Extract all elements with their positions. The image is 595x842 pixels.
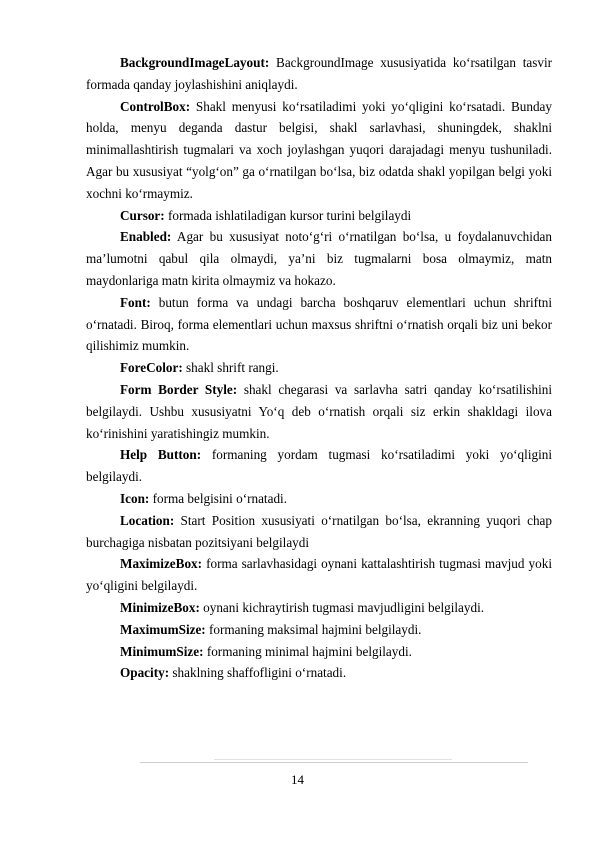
entry-text: formada ishlatiladigan kursor turini belgilaydi [164,207,412,223]
entry-term: Opacity: [120,665,170,681]
entry-text: butun forma va undagi barcha boshqaruv elementlari uchun shriftni o‘rnatadi. Biroq, forma elementlari uchun maxsus shriftni o‘rnatish orqali biz uni bekor qilishimiz mumkin. [86,294,552,354]
entry-text: Start Position xususiyati o‘rnatilgan bo‘lsa, ekranning yuqori chap burchagiga nisbatan pozitsiyani belgilaydi [86,512,552,550]
entry-text: shaklning shaffofligini o‘rnatadi. [169,665,347,681]
entry-text: formaning maksimal hajmini belgilaydi. [205,621,422,637]
entry-enabled [86,226,552,291]
document-body [86,52,552,684]
entry-term: Form Border Style: [120,381,238,397]
entry-term: MaximumSize: [120,621,206,637]
entry-term: Enabled: [120,229,172,245]
entry-text: formaning yordam tugmasi ko‘rsatiladimi yoki yo‘qligini belgilaydi. [86,447,552,485]
page-number: 14 [291,772,304,787]
entry-term: Cursor: [120,207,165,223]
entry-font [86,292,552,357]
entry-term: ForeColor: [120,360,183,376]
entry-fore-color [86,357,552,379]
entry-help-button [86,444,552,488]
entry-control-box [86,96,552,205]
entry-text: oynani kichraytirish tugmasi mavjudligini belgilaydi. [199,599,485,615]
footer-divider-inner [214,759,452,760]
footer-divider [140,762,528,763]
entry-opacity [86,662,552,684]
entry-text: BackgroundImage xususiyatida ko‘rsatilgan tasvir formada qanday joylashishini aniqlaydi. [86,55,552,92]
entry-minimum-size [86,641,552,663]
entry-text: forma belgisini o‘rnatadi. [149,490,288,506]
entry-cursor [86,205,552,227]
entry-term: MaximizeBox: [120,556,203,572]
entry-text: shakl shrift rangi. [182,360,279,376]
entry-location [86,510,552,554]
entry-term: MinimumSize: [120,643,204,659]
entry-text: Shakl menyusi ko‘rsatiladimi yoki yo‘qligini ko‘rsatadi. Bunday holda, menyu deganda dastur belgisi, shakl sarlavhasi, shuningdek, shaklni minimallashtirish tugmalari va xoch joylashgan yuqori darajadagi menyu tushuniladi. Agar bu xususiyat “yolg‘on” ga o‘rnatilgan bo‘lsa, biz odatda shakl yopilgan belgi yoki xochni ko‘rmaymiz. [86,98,552,201]
entry-maximize-box [86,553,552,597]
entry-term: ControlBox: [120,98,191,114]
entry-background-image-layout [86,52,552,96]
entry-minimize-box [86,597,552,619]
entry-text: shakl chegarasi va sarlavha satri qanday ko‘rsatilishini belgilaydi. Ushbu xususiyatni Yo‘q deb o‘rnatish orqali siz erkin shakldagi ilova ko‘rinishini yaratishingiz mumkin. [86,381,552,441]
entry-term: Help Button: [120,447,202,463]
entry-text: formaning minimal hajmini belgilaydi. [203,643,412,659]
entry-maximum-size [86,619,552,641]
entry-text: Agar bu xususiyat noto‘g‘ri o‘rnatilgan bo‘lsa, u foydalanuvchidan ma’lumotni qabul qila olmaydi, ya’ni biz tugmalarni bosa olmaymiz, matn maydonlariga matn kirita olmaymiz va hokazo. [86,229,552,288]
entry-term: Location: [120,512,175,528]
entry-form-border-style [86,379,552,444]
entry-text: forma sarlavhasidagi oynani kattalashtirish tugmasi mavjud yoki yo‘qligini belgilaydi. [86,556,552,594]
entry-term: BackgroundImageLayout: [120,55,270,70]
entry-term: MinimizeBox: [120,599,200,615]
entry-icon [86,488,552,510]
entry-term: Font: [120,294,151,310]
entry-term: Icon: [120,490,150,506]
